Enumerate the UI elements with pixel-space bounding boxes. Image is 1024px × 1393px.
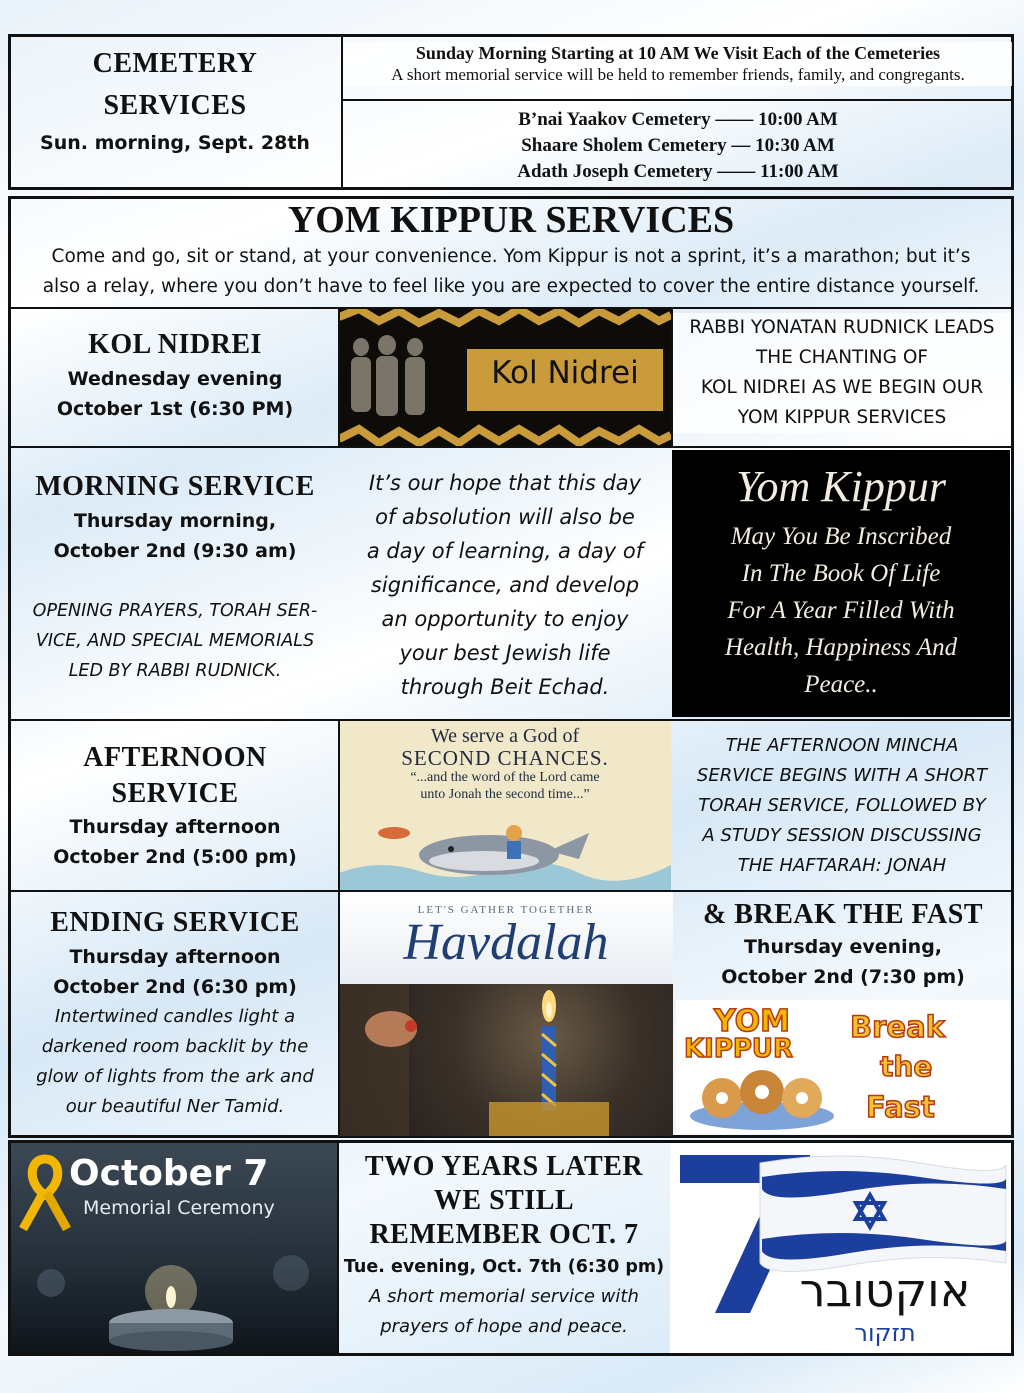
yk-image-line: Peace.. xyxy=(804,671,878,698)
cemetery-title-line1: CEMETERY xyxy=(92,48,258,79)
row-divider xyxy=(10,446,1012,448)
havdalah-image xyxy=(339,892,673,1136)
israel-flag-image xyxy=(670,1143,1011,1353)
yk-image-line: For A Year Filled With xyxy=(727,597,955,624)
ending-desc-line: our beautiful Ner Tamid. xyxy=(65,1096,285,1117)
break-fast-title: & BREAK THE FAST xyxy=(702,899,983,930)
morning-quote xyxy=(340,466,670,704)
kol-nidrei-desc xyxy=(673,313,1011,433)
afternoon-desc-line: SERVICE BEGINS WITH A SHORT xyxy=(696,765,988,786)
ending-day: Thursday afternoon xyxy=(69,946,281,968)
afternoon-day: Thursday afternoon xyxy=(69,816,281,838)
cemetery-title-line2: SERVICES xyxy=(103,90,247,121)
afternoon-desc-line: TORAH SERVICE, FOLLOWED BY xyxy=(698,795,986,816)
morning-date: October 2nd (9:30 am) xyxy=(53,540,297,562)
quote-line: a day of learning, a day of xyxy=(366,539,644,563)
sc-line2: SECOND CHANCES. xyxy=(401,746,609,770)
morning-notes-line: VICE, AND SPECIAL MEMORIALS xyxy=(35,631,315,651)
break-fast-day: Thursday evening, xyxy=(743,936,943,958)
kol-nidrei-image xyxy=(339,309,671,446)
kol-nidrei-day: Wednesday evening xyxy=(67,368,283,390)
sc-line3: “...and the word of the Lord came xyxy=(410,770,600,785)
cemetery-subline: A short memorial service will be held to remember friends, family, and congregants. xyxy=(391,65,965,84)
kol-nidrei-desc-line: YOM KIPPUR SERVICES xyxy=(737,407,947,428)
ending-desc-line: Intertwined candles light a xyxy=(54,1006,296,1027)
ribbon-icon xyxy=(15,1153,75,1233)
cemetery-divider xyxy=(341,36,343,188)
col-divider xyxy=(338,892,340,1136)
yom-kippur-image xyxy=(672,450,1010,717)
cemetery-headline: Sunday Morning Starting at 10 AM We Visit Each of the Cemeteries xyxy=(415,43,941,63)
quote-line: significance, and develop xyxy=(370,573,640,597)
morning-notes xyxy=(12,596,338,686)
cemetery-date: Sun. morning, Sept. 28th xyxy=(40,132,310,154)
bf-break: Break xyxy=(850,1010,945,1044)
cemetery-hdivider xyxy=(343,99,1012,101)
quote-line: through Beit Echad. xyxy=(400,675,610,699)
bf-fast: Fast xyxy=(866,1090,935,1124)
october7-image-sub: Memorial Ceremony xyxy=(83,1197,275,1219)
break-fast-date: October 2nd (7:30 pm) xyxy=(721,966,965,988)
ending-date: October 2nd (6:30 pm) xyxy=(53,976,297,998)
quote-line: an opportunity to enjoy xyxy=(381,607,629,631)
havdalah-photo xyxy=(339,984,673,1136)
break-fast-image xyxy=(676,1000,1010,1134)
morning-title: MORNING SERVICE xyxy=(35,471,315,502)
afternoon-date: October 2nd (5:00 pm) xyxy=(53,846,297,868)
afternoon-title-line1: AFTERNOON xyxy=(83,742,267,773)
october7-title-line: REMEMBER OCT. 7 xyxy=(369,1219,639,1250)
havdalah-banner xyxy=(339,892,673,984)
schedule-item: B’nai Yaakov Cemetery —— 10:00 AM xyxy=(518,109,838,130)
october7-title-line: WE STILL xyxy=(433,1185,575,1216)
quote-line: It’s our hope that this day xyxy=(368,471,642,495)
sc-line1: We serve a God of xyxy=(430,725,580,747)
yk-image-line: Health, Happiness And xyxy=(724,634,958,661)
ending-desc-line: darkened room backlit by the xyxy=(41,1036,309,1057)
kol-nidrei-image-text: Kol Nidrei xyxy=(491,355,639,391)
kol-nidrei-desc-line: RABBI YONATAN RUDNICK LEADS xyxy=(689,317,995,338)
bf-the: the xyxy=(880,1050,933,1083)
morning-notes-line: OPENING PRAYERS, TORAH SER- xyxy=(32,601,318,621)
hebrew-main-text: אוקטובר xyxy=(799,1263,971,1317)
afternoon-desc-line: A STUDY SESSION DISCUSSING xyxy=(702,825,982,846)
bf-yom: YOM xyxy=(714,1004,791,1039)
col-divider xyxy=(338,309,340,446)
kol-nidrei-date: October 1st (6:30 PM) xyxy=(56,398,294,420)
whale-illustration xyxy=(339,803,671,890)
quote-line: of absolution will also be xyxy=(375,505,635,529)
morning-day: Thursday morning, xyxy=(73,510,277,532)
october7-title-line: TWO YEARS LATER xyxy=(364,1151,644,1182)
yom-kippur-header xyxy=(11,198,1011,302)
afternoon-desc-line: THE HAFTARAH: JONAH xyxy=(737,855,947,876)
october7-image-title: October 7 xyxy=(69,1153,269,1194)
cemetery-header xyxy=(344,42,1012,86)
afternoon-info xyxy=(12,740,338,872)
kol-nidrei-desc-line: KOL NIDREI AS WE BEGIN OUR xyxy=(700,377,984,398)
yom-kippur-title: YOM KIPPUR SERVICES xyxy=(287,199,735,241)
cemetery-schedule xyxy=(344,107,1012,185)
havdalah-title: Havdalah xyxy=(403,914,609,971)
yk-image-line: In The Book Of Life xyxy=(741,560,941,587)
yom-kippur-intro-line2: also a relay, where you don’t have to feel like you are expected to cover the entire distance yourself. xyxy=(42,276,980,297)
yk-image-title: Yom Kippur xyxy=(736,462,946,511)
morning-notes-line: LED BY RABBI RUDNICK. xyxy=(68,661,282,681)
ending-title: ENDING SERVICE xyxy=(50,907,300,938)
col-divider xyxy=(338,721,340,890)
october7-date: Tue. evening, Oct. 7th (6:30 pm) xyxy=(343,1257,665,1277)
october7-image xyxy=(11,1143,337,1353)
candle-illustration xyxy=(339,984,673,1136)
ending-desc-line: glow of lights from the ark and xyxy=(36,1066,314,1087)
bagels-illustration xyxy=(682,1064,842,1134)
yk-image-line: May You Be Inscribed xyxy=(730,523,952,550)
hebrew-sub-text: תזקור xyxy=(854,1319,916,1347)
ending-info xyxy=(12,904,338,1122)
kol-nidrei-info xyxy=(12,326,338,424)
morning-info xyxy=(12,468,338,686)
havdalah-small-text: LET'S GATHER TOGETHER xyxy=(417,904,595,916)
october7-desc-line: A short memorial service with xyxy=(369,1286,639,1307)
cemetery-title xyxy=(12,44,338,154)
schedule-item: Shaare Sholem Cemetery — 10:30 AM xyxy=(521,135,835,156)
sc-line4: unto Jonah the second time...” xyxy=(420,787,590,802)
afternoon-desc xyxy=(672,731,1012,881)
afternoon-title-line2: SERVICE xyxy=(111,778,239,809)
memorial-candle xyxy=(11,1243,337,1353)
october7-desc-line: prayers of hope and peace. xyxy=(380,1316,628,1337)
kol-nidrei-title: KOL NIDREI xyxy=(88,329,262,360)
quote-line: your best Jewish life xyxy=(399,641,611,665)
october7-info xyxy=(339,1150,669,1342)
ending-desc xyxy=(12,1002,338,1122)
kol-nidrei-desc-line: THE CHANTING OF xyxy=(755,347,929,368)
break-fast-info xyxy=(674,898,1012,992)
yom-kippur-intro-line1: Come and go, sit or stand, at your convenience. Yom Kippur is not a sprint, it’s a marathon; but it’s xyxy=(51,246,971,267)
schedule-item: Adath Joseph Cemetery —— 11:00 AM xyxy=(517,161,839,182)
bf-kippur: KIPPUR xyxy=(684,1034,794,1064)
afternoon-desc-line: THE AFTERNOON MINCHA xyxy=(725,735,959,756)
second-chances-image xyxy=(339,721,671,890)
